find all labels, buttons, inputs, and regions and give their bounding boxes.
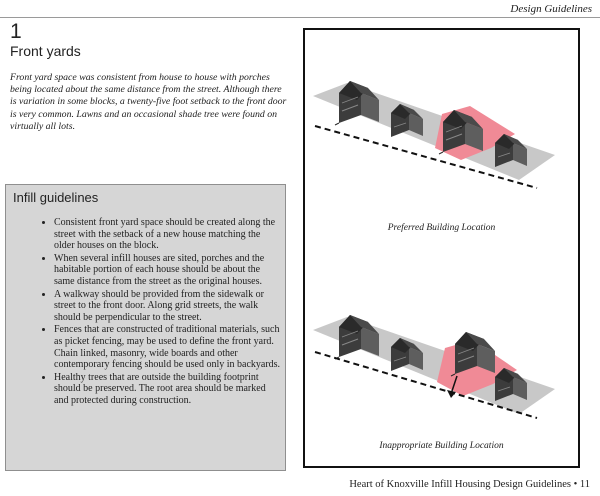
inappropriate-diagram <box>313 315 555 418</box>
section-title: Front yards <box>10 43 81 59</box>
guideline-item: • Fences that are constructed of traditional materials, such as picket fencing, may be used to define the front yard. Chain linked, masonry, wide boards and other contemporary fencing should be used only in backyards. <box>54 324 281 370</box>
page-footer: Heart of Knoxville Infill Housing Design Guidelines • 11 <box>349 479 590 490</box>
header-rule <box>0 17 600 18</box>
intro-paragraph: Front yard space was consistent from house to house with porches being located about the same distance from the street. Although there is variation in some blocks, a twenty-five foot setback to the front door is very common. Lawns and an occasional shade tree were found on virtually all lots. <box>10 72 287 132</box>
infill-guidelines-box <box>5 184 286 471</box>
guideline-item: • A walkway should be provided from the sidewalk or street to the front door. Along grid streets, the walk should be perpendicular to the street. <box>54 289 281 324</box>
caption-inappropriate: Inappropriate Building Location <box>379 441 504 451</box>
section-number: 1 <box>10 20 22 43</box>
preferred-diagram <box>313 81 555 188</box>
guideline-item: • Consistent front yard space should be created along the street with the setback of a new house matching the older houses on the block. <box>54 217 281 252</box>
guideline-item: • Healthy trees that are outside the building footprint should be preserved. The root area should be marked and protected during construction. <box>54 372 281 407</box>
infill-guidelines-title: Infill guidelines <box>13 190 99 205</box>
site-diagrams <box>305 30 578 466</box>
guideline-item: • When several infill houses are sited, porches and the habitable portion of each house should be about the same distance from the street as the original houses. <box>54 253 281 288</box>
caption-preferred: Preferred Building Location <box>387 223 496 233</box>
infill-guidelines-list <box>6 217 281 407</box>
figure-frame <box>303 28 580 468</box>
running-header: Design Guidelines <box>510 3 592 15</box>
